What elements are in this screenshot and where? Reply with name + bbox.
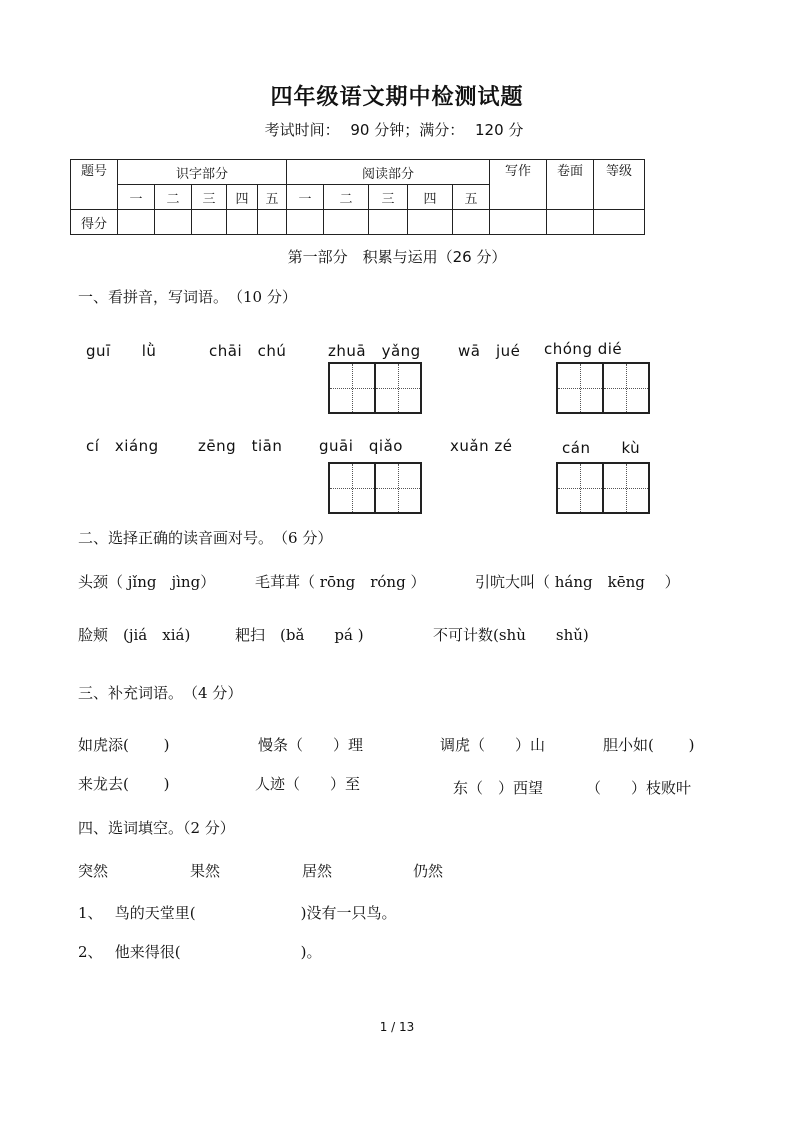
writing-grid[interactable] [328,362,422,414]
q4-word: 仍然 [413,862,444,880]
q2-title: 二、选择正确的读音画对号。 （6 分） [78,529,333,547]
score-input[interactable] [408,210,453,235]
pinyin-chongdie: chóng dié [544,340,623,358]
q4-sentence-1[interactable]: 1、 鸟的天堂里( )没有一只鸟。 [78,904,397,922]
score-sub: 五 [453,185,490,210]
pinyin-zhuayang: zhuā yǎng [328,342,421,360]
score-row-label: 得分 [71,210,118,235]
pinyin-guilu: guī lǜ [86,342,157,360]
q3-item[interactable]: 如虎添( ) [78,736,170,754]
q2-item[interactable]: 引吭大叫（ háng kēng ） [475,573,680,591]
pinyin-guaiqiao: guāi qiǎo [319,437,403,455]
q4-word: 居然 [302,862,333,880]
q3-item[interactable]: 慢条（ ）理 [258,736,364,754]
q4-title: 四、选词填空。（2 分） [78,819,235,837]
score-input[interactable] [155,210,192,235]
score-neatness: 卷面 [547,160,594,210]
exam-minutes: 90 分钟；满分： [350,121,465,139]
score-input[interactable] [547,210,594,235]
writing-grid[interactable] [556,462,650,514]
full-score: 120 分 [475,121,524,139]
score-input[interactable] [192,210,227,235]
score-sub: 一 [118,185,155,210]
exam-time-label: 考试时间： [264,121,340,139]
score-input[interactable] [369,210,408,235]
q2-item[interactable]: 脸颊 (jiá xiá) [78,626,191,644]
score-input[interactable] [118,210,155,235]
writing-grid[interactable] [328,462,422,514]
q3-item[interactable]: 来龙去( ) [78,775,170,793]
score-input[interactable] [324,210,369,235]
score-sub: 三 [192,185,227,210]
page-title: 四年级语文期中检测试题 [270,85,524,110]
q2-item[interactable]: 头颈（ jǐng jìng） [78,573,216,591]
q1-title: 一、看拼音，写词语。 （10 分） [78,288,297,306]
q3-item[interactable]: （ ）枝败叶 [586,779,692,797]
pinyin-wajue: wā jué [458,342,521,360]
pinyin-zengtian: zēng tiān [198,437,283,455]
score-input[interactable] [594,210,645,235]
score-header-label: 题号 [71,160,118,210]
pinyin-canku: cán kù [562,439,641,457]
page-number: 1 / 13 [379,1020,415,1034]
q3-item[interactable]: 人迹（ ）至 [255,775,361,793]
score-sub: 二 [324,185,369,210]
score-input[interactable] [490,210,547,235]
score-group-literacy: 识字部分 [118,160,287,185]
pinyin-xuanze: xuǎn zé [450,437,513,455]
score-sub: 四 [408,185,453,210]
score-sub: 五 [258,185,287,210]
score-input[interactable] [258,210,287,235]
q4-word: 果然 [190,862,221,880]
score-input[interactable] [287,210,324,235]
score-table [70,159,645,235]
q4-word: 突然 [78,862,109,880]
score-sub: 一 [287,185,324,210]
score-sub: 四 [227,185,258,210]
score-grade: 等级 [594,160,645,210]
q3-title: 三、补充词语。 （4 分） [78,684,243,702]
q3-item[interactable]: 胆小如( ) [603,736,695,754]
score-sub: 三 [369,185,408,210]
score-input[interactable] [227,210,258,235]
score-writing: 写作 [490,160,547,210]
pinyin-cixiang: cí xiáng [86,437,159,455]
q4-sentence-2[interactable]: 2、 他来得很( )。 [78,943,322,961]
pinyin-chaichu: chāi chú [209,342,287,360]
score-sub: 二 [155,185,192,210]
q2-item[interactable]: 耙扫 (bǎ pá ) [235,626,364,644]
q3-item[interactable]: 调虎（ ）山 [440,736,546,754]
q2-item[interactable]: 不可计数(shù shǔ) [433,626,589,644]
score-group-reading: 阅读部分 [287,160,490,185]
part1-title: 第一部分 积累与运用（26 分） [287,248,507,266]
q3-item[interactable]: 东（ ）西望 [453,779,544,797]
score-input[interactable] [453,210,490,235]
writing-grid[interactable] [556,362,650,414]
q2-item[interactable]: 毛茸茸（ rōng róng ） [255,573,426,591]
exam-info [0,119,794,140]
